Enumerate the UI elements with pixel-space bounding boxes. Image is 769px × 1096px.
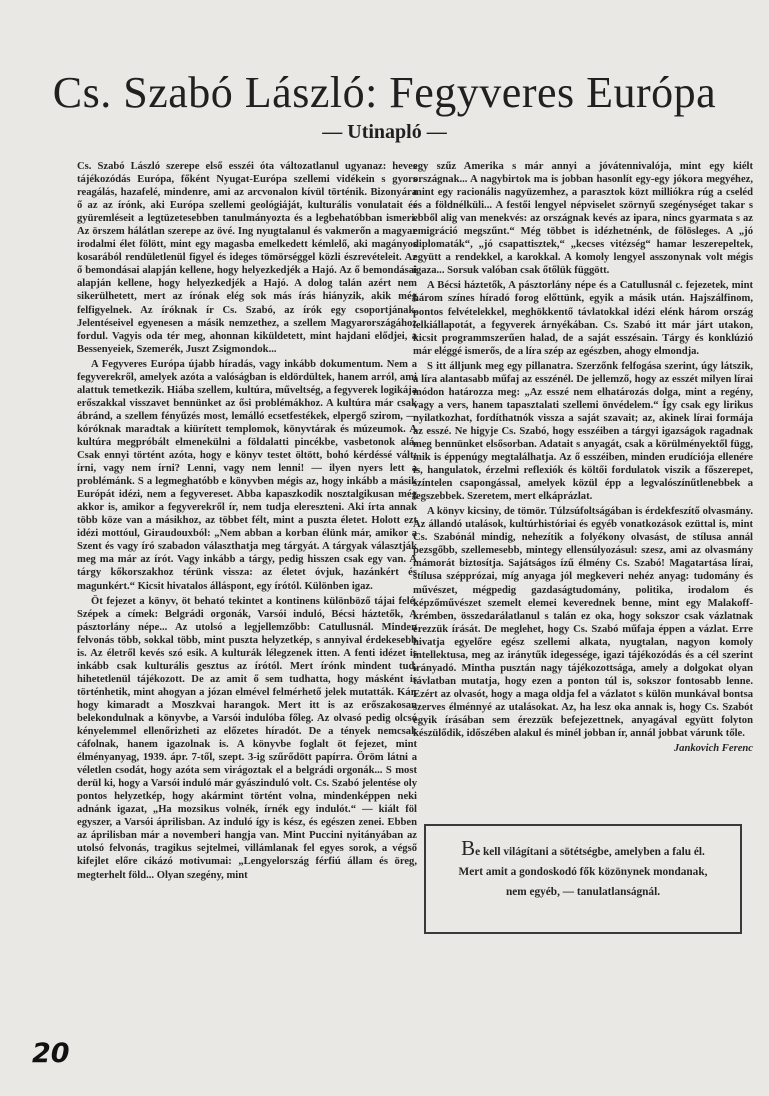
paragraph: egy szűz Amerika s már annyi a jóvátennivalója, mint egy kiélt országnak... A nagybirtok ma is jobban hasonlít egy-egy jókora megyéhez, mint egy racionális nagyüzemhez, a parasztok közt milliókra rúg a cseléd és a földnélküli... A festői lengyel népviselet szörnyű szegénységet takar s ebből alig van menekvés: az országnak kevés az ipara, nincs gyarmata s az emigráció megszűnt.“ Még többet is idézhetnénk, de fölösleges. A „jó diplomaták“, „jó csapattisztek,“ „kecses vitézség“ hamar leszerepeltek, együtt a rendekkel, a karokkal. A komoly lengyel asszonynak volt mégis igaza... Sorsuk valóban csak őtőlük függött.	[413, 161, 753, 277]
quote-line-1-text: e kell világítani a sötétségbe, amelyben a falu él.	[475, 846, 705, 858]
paragraph: S itt álljunk meg egy pillanatra. Szerzőnk felfogása szerint, úgy látszik, a líra alantasabb műfaj az esszénél. De jellemző, hogy az esszét milyen lírai módon határozza meg: „Az esszé nem elhatározás dolga, mint a regény, vagy a vers, hanem tapasztalati szellemi önvédelem.“ Így csak egy lirikus nyilatkozhat, fordíthatnók vissza a saját szavait; az, akinek lírai formája az esszé. Ne higyje Cs. Szabó, hogy esszéiben a tárgyi igazságok ragadnak meg bennünket elsősorban. Adatait s anyagát, csak a körülményektől függ, mik is éppenúgy megtalálhatja. Az ő esszéiben, minden erudíciója ellenére is, hangulatok, érzelmi reflexiók és költői fordulatok viszik a főszerepet, színtelen csapongással, amelyek közül épp a legvalószínűtlenebbek a legszebbek. Szeretem, mert elkáprázlat.	[413, 360, 753, 503]
right-column	[413, 160, 753, 755]
paragraph: Öt fejezet a könyv, öt beható tekintet a kontinens különböző tájai felé. Szépek a címek: Belgrádi orgonák, Varsói induló, Bécsi háztetők, A pásztorlány népe... Az utolsó a legjellemzőbb: Catullusnál. Minden felvonás több, sokkal több, mint puszta helyzetkép, s annyival érdekesebb is. Az életről kevés szó esik. A kulturák lélegzenek itten. A fenti idézet is inkább csak kulturális gesztus az írótól. Mert írónk mindent tud, hihetetlenül tájékozott. De az amit ő sem tudhatta, hogy másként is történhetik, mint ahogyan a józan elmével felmérhető jelek mutatták. Kár, hogy kimaradt a Moszkvai harangok. Mert itt is az erőszakosan belekondulnak a könyvbe, a Varsói indulóba főleg. Az olvasó pedig olcsó kényelemmel ellenőrizheti az előzetes híradót. De a tények nemcsak cáfolnak, hanem igazolnak is. A könyvbe foglalt öt fejezet, mint élményanyag, 1939. ápr. 7-től, szept. 3-ig szűrődött papírra. Öröm látni a véletlen csodát, hogy azóta sem virágoztak el a belgrádi orgonák... S most derül ki, hogy a Varsói induló már gyászinduló volt. Cs. Szabó jelentése oly pontos helyzetkép, hogy akármint történt volna, mindenképpen neki adnánk igazat, „Ha mozsikus volnék, írnék egy indulót.“ — kiált föl egyszer, a Varsói áprilisban. Az induló így is kész, és egészen zenei. Ebben az áprilisban már a novemberi hangja van. Mint Puccini nyitányában az utolsó felvonás, tragikus sejtelmei, villámlanak fel egyes sorok, a végső kifejlet előre cikázó motivumai: „Lengyelország férfiú állam és öreg, megterhelt föld... Olyan szegény, mint	[77, 595, 417, 881]
article-subtitle: — Utinapló —	[322, 121, 447, 143]
author-signature: Jankovich Ferenc	[673, 743, 753, 755]
quote-box	[424, 824, 742, 934]
quote-line-3: nem egyéb, — tanulatlanságnál.	[505, 886, 661, 898]
quote-line-1	[436, 836, 730, 862]
paragraph: A Fegyveres Európa újabb híradás, vagy inkább dokumentum. Nem a fegyverekről, amelyek azóta a valóságban is eldördültek, hanem arról, ami alattuk temetkezik. Hiába szellem, kultúra, műveltség, a fegyverek logikája erőszakkal visszavet bennünket az ősi problémákhoz. A kultúra már csak ábránd, a szellem fényűzés most, lemálló ecsetfestékek, elpergő szirom, — kóróknak maradtak a kiürített templomok, könyvtárak és múzeumok. A kultúra megpróbált elmenekülni a földalatti pincékbe, vasbetonok alá. Csak ennyi történt azóta, hogy e könyv testet öltött, bohó kérdéssé vált: írni, vagy nem írni? Lenni, vagy nem lenni! — ilyen nyers lett a problémánk. S a legmeghatóbb e könyvben mégis az, hogy inkább a másik Európát idézi, nem a fegyvereset. Abba kapaszkodik nosztalgikusan még akkor is, amikor a fegyverekről ír, nem tudja elereszteni. Aki írta annak több köze van a másikhoz, az többet félt, mint a puszta életet. Holott ezt idézi mottóul, Giraudouxból: „Nem abban a korban élünk már, amikor a Szent és vagy író szabadon választhatja meg tárgyát. A tárgyak választják meg ma már az írót. Vagy inkább a tárgy, pedig hisszen csak egy van. A tárgy kőkorszakhoz térünk vissza: az életet óvjuk, hazánkért és magunkért.“ Kicsit hivatalos álláspont, egy írótól. Különben igaz.	[77, 358, 417, 592]
left-column	[77, 160, 417, 884]
page-number: 20	[32, 1038, 70, 1069]
article-title: Cs. Szabó László: Fegyveres Európa	[52, 68, 717, 117]
quote-line-2: Mert amit a gondoskodó fők közönynek mondanak,	[458, 866, 708, 878]
drop-cap: B	[461, 836, 476, 860]
paragraph: A Bécsi háztetők, A pásztorlány népe és a Catullusnál c. fejezetek, mint három színes híradó forog előttünk, egyik a másik után. Hajszálfinom, pontos felvételekkel, meghökkentő távlatokkal idézi elénk három ország lelkiállapotát, a fegyverek árnyékában. Cs. Szabó itt már járt utakon, kicsit programmszerűen halad, de a saját esszésain. Tárgy és konklúzió már eléggé ismerős, de a líra szép az egészben, ahogy elmondja.	[413, 280, 753, 357]
paragraph: Cs. Szabó László szerepe első esszéi óta változatlanul ugyanaz: heves tájékozódás Európa, főként Nyugat-Európa szellemi vidékein s gyors reagálás, hazafelé, mindenre, ami az arcvonalon kívül történik. Bizonyára ő az az írónk, aki Európa szellemi geológiáját, kulturális vonulatait és gyüremléseit a legtüzetesebben tanulmányozta és a legbehatóbban ismeri. Az örszem hálátlan szerepe az övé. Ing nyugtalanul és vakmerőn a magyar irodalmi élet fölött, mint egy magasba emelkedett kémlelő, aki magányos kosarából rendületlenül figyel és ideges tömörséggel közli észrevételeit. Az ő bemondásai alapján kellene, hogy helyezkedjék a Hajó. Az ő bemondásai alapján kellene, hogy helyezkedjék a Hajó. A dolog talán azért nem sikerülhetett, mert az írónak elég sok más írás hiányzik, akik még felfigyelnek. Az íróknak ír Cs. Szabó, az írók egy csoportjának. Jelentéseivel egyenesen a másik nemzethez, a szellem Magyarországához fordul. Vagyis oda tér meg, ahonnan kiküldetett, mint hajdani elődjei, a Bessenyeiek, Szemerék, Juszt Zsigmondok...	[77, 161, 417, 355]
paragraph: A könyv kicsiny, de tömör. Túlzsúfoltságában is érdekfeszítő olvasmány. Az állandó utalások, kultúrhistóriai és egyéb vonatkozások ezüttal is, mint Cs. Szabónál mindig, nehezítik a folyékony olvasást, de stílusa annál pezsgőbb, szellemesebb, mintegy ellensúlyozásul: szesz, ami az olvasmány mámorát biztosítja. Sajátságos ízű élmény Cs. Szabó! Magatartása lírai, stílusa szépprózai, míg anyaga jól megkeveri nehéz anyag: tudomány és művészet, mégpedig gazdaságtudomány, politika, irodalom és képzőművészet szemelt elemei keverednek benne, mint egy Malakoff-krémben, összedarálatlanul s talán ez oka, hogy sokszor csak vázlatnak érezzük írását. De meglehet, hogy Cs. Szabó műfaja éppen a vázlat. Erre hivatja egyelőre egész szellemi alkata, nyugtalan, nagyon komoly intellektusa, meg az iránytűk idegessége, igazi tájékozódás és a cél szerint irányadó. Mintha pusztán nagy tájékozottsága, amely a dolgokat olyan távlatban mutatja, hogy ezen a ponton túl is, sokszor fontosabb lenne. Ezért az olvasót, hogy a maga oldja fel a vázlatot s külön munkával bontsa szerves élménnyé az utalásokat. Az, ha lesz oka annak is, hogy Cs. Szabót egyik írásában sem érezzük befejezettnek, anyagával együtt folyton készülődik, időszében alakul és minél jobban ír, annál jobbat várunk tőle.	[413, 506, 753, 740]
